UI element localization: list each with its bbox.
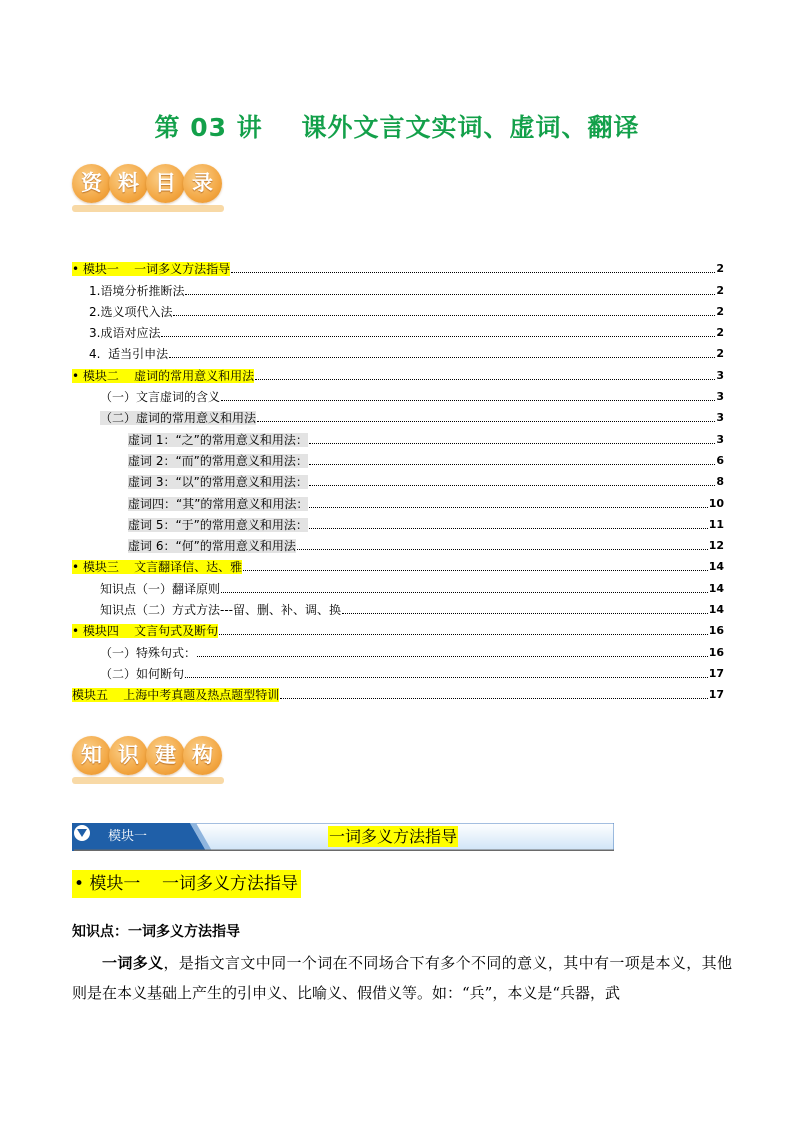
- toc-entry[interactable]: [72, 383, 724, 404]
- toc-dot-leader: [309, 464, 715, 465]
- toc-entry-label: 虚词 2：“而”的常用意义和用法：: [128, 453, 308, 468]
- toc-entry[interactable]: [72, 425, 724, 446]
- toc-badge-char: 录: [183, 164, 222, 203]
- toc-entry[interactable]: [72, 298, 724, 319]
- toc-entry[interactable]: [72, 574, 724, 595]
- knowledge-badge-char: 构: [183, 736, 222, 775]
- toc-page-number: 2: [716, 262, 724, 276]
- toc-page-number: 16: [708, 624, 724, 638]
- toc-dot-leader: [185, 294, 715, 295]
- toc-entry[interactable]: [72, 319, 724, 340]
- toc-dot-leader: [297, 549, 708, 550]
- knowledge-badge-char: 知: [72, 736, 111, 775]
- toc-dot-leader: [221, 400, 715, 401]
- toc-dot-leader: [257, 421, 715, 422]
- toc-entry[interactable]: [72, 660, 724, 681]
- toc-page-number: 6: [716, 453, 724, 467]
- document-title: 第 03 讲 课外文言文实词、虚词、翻译: [154, 113, 640, 142]
- toc-entry-label: 虚词 3：“以”的常用意义和用法：: [128, 475, 308, 490]
- toc-entry-label: • 模块一 一词多义方法指导: [72, 262, 231, 277]
- toc-entry[interactable]: [72, 638, 724, 659]
- toc-page-number: 2: [716, 283, 724, 297]
- knowledge-badge-underline: [72, 777, 224, 784]
- toc-page-number: 2: [716, 326, 724, 340]
- toc-dot-leader: [231, 272, 715, 273]
- toc-page-number: 14: [708, 603, 724, 617]
- toc-entry-label: 知识点（二）方式方法---留、删、补、调、换: [100, 603, 341, 618]
- toc-page-number: 8: [716, 475, 724, 489]
- toc-badge-char: 目: [146, 164, 185, 203]
- toc-badge-char: 资: [72, 164, 111, 203]
- toc-entry-label: 虚词 5：“于”的常用意义和用法：: [128, 517, 308, 532]
- section-heading: • 模块一 一词多义方法指导: [72, 870, 301, 898]
- toc-entry[interactable]: [72, 511, 724, 532]
- toc-dot-leader: [161, 336, 715, 337]
- toc-entry-label: 虚词四：“其”的常用意义和用法：: [128, 496, 309, 511]
- toc-entry[interactable]: [72, 553, 724, 574]
- toc-entry[interactable]: [72, 532, 724, 553]
- toc-dot-leader: [309, 443, 715, 444]
- toc-badge: [72, 164, 220, 203]
- toc-entry-label: • 模块二 虚词的常用意义和用法: [72, 368, 255, 383]
- toc-page-number: 10: [708, 496, 724, 510]
- toc-page-number: 17: [708, 666, 724, 680]
- knowledge-point-title: 知识点：一词多义方法指导: [72, 924, 240, 940]
- toc-dot-leader: [309, 507, 707, 508]
- toc-page-number: 14: [708, 581, 724, 595]
- toc-dot-leader: [255, 379, 715, 380]
- body-paragraph: [72, 948, 732, 1008]
- toc-entry[interactable]: [72, 361, 724, 382]
- toc-dot-leader: [173, 315, 715, 316]
- toc-badge-underline: [72, 205, 224, 212]
- knowledge-badge-char: 建: [146, 736, 185, 775]
- knowledge-structure-badge: [72, 736, 220, 775]
- module-name: 一词多义方法指导: [329, 827, 458, 846]
- toc-page-number: 3: [716, 368, 724, 382]
- knowledge-badge-char: 识: [109, 736, 148, 775]
- toc-entry[interactable]: [72, 489, 724, 510]
- toc-badge-char: 料: [109, 164, 148, 203]
- toc-entry[interactable]: [72, 468, 724, 489]
- toc-entry[interactable]: [72, 255, 724, 276]
- toc-dot-leader: [169, 357, 715, 358]
- toc-entry[interactable]: [72, 596, 724, 617]
- toc-page-number: 16: [708, 645, 724, 659]
- toc-dot-leader: [309, 485, 715, 486]
- toc-dot-leader: [221, 592, 708, 593]
- toc-dot-leader: [243, 570, 708, 571]
- toc-entry[interactable]: [72, 681, 724, 702]
- toc-entry[interactable]: [72, 340, 724, 361]
- toc-entry-label: 虚词 1：“之”的常用意义和用法：: [128, 432, 308, 447]
- toc-entry-label: （一）文言虚词的含义: [100, 390, 221, 405]
- toc-entry-label: 知识点（一）翻译原则: [100, 581, 221, 596]
- toc-page-number: 14: [708, 560, 724, 574]
- toc-page-number: 11: [708, 517, 724, 531]
- toc-entry[interactable]: [72, 447, 724, 468]
- toc-entry[interactable]: [72, 276, 724, 297]
- toc-entry-label: （一）特殊句式：: [100, 645, 197, 660]
- toc-entry-label: （二）如何断句: [100, 666, 185, 681]
- toc-entry-label: 4. 适当引申法: [89, 347, 169, 362]
- toc-entry[interactable]: [72, 404, 724, 425]
- module-tag: 模块一: [108, 829, 148, 844]
- toc-dot-leader: [185, 677, 708, 678]
- toc-dot-leader: [197, 656, 708, 657]
- toc-page-number: 2: [716, 304, 724, 318]
- toc-page-number: 17: [708, 688, 724, 702]
- toc-page-number: 3: [716, 390, 724, 404]
- toc-entry-label: 1.语境分析推断法: [89, 283, 185, 298]
- toc-entry-label: 虚词 6：“何”的常用意义和用法: [128, 539, 296, 554]
- toc-page-number: 3: [716, 411, 724, 425]
- toc-page-number: 12: [708, 539, 724, 553]
- toc-page-number: 2: [716, 347, 724, 361]
- toc-dot-leader: [219, 634, 708, 635]
- toc-entry-label: • 模块三 文言翻译信、达、雅: [72, 560, 243, 575]
- toc-dot-leader: [309, 528, 708, 529]
- toc-entry-label: 模块五 上海中考真题及热点题型特训: [72, 688, 280, 703]
- toc-page-number: 3: [716, 432, 724, 446]
- module-banner: [72, 823, 614, 851]
- paragraph-text: ，是指文言文中同一个词在不同场合下有多个不同的意义，其中有一项是本义，其他则是在本义基础上产生的引申义、比喻义、假借义等。如：“兵”，本义是“兵器，武: [72, 954, 732, 1002]
- toc-dot-leader: [280, 698, 707, 699]
- toc-dot-leader: [342, 613, 708, 614]
- toc-entry-label: 3.成语对应法: [89, 326, 161, 341]
- toc-entry-label: • 模块四 文言句式及断句: [72, 624, 219, 639]
- toc-entry[interactable]: [72, 617, 724, 638]
- key-term: 一词多义: [102, 954, 164, 972]
- toc-entry-label: 2.选义项代入法: [89, 304, 173, 319]
- table-of-contents: [72, 255, 724, 702]
- toc-entry-label: （二）虚词的常用意义和用法: [100, 411, 257, 426]
- chevron-down-icon[interactable]: [72, 823, 92, 843]
